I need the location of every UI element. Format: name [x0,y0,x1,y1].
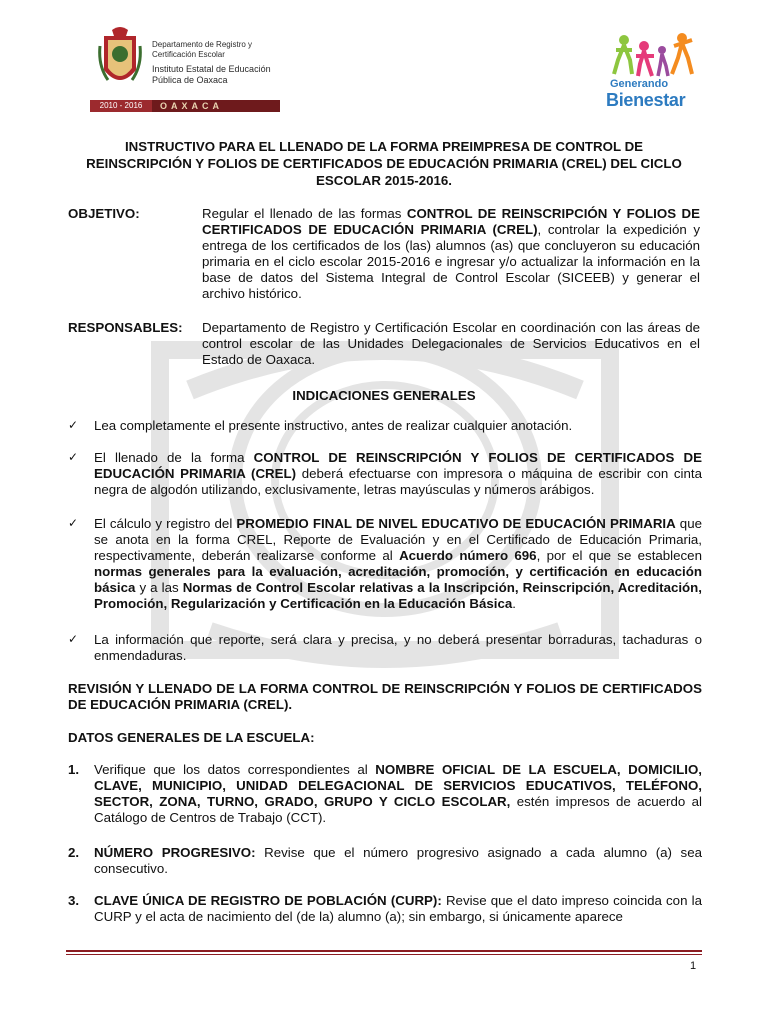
people-figures-icon [600,30,710,80]
item-2-text: NÚMERO PROGRESIVO: Revise que el número progresivo asignado a cada alumno (a) sea consecutivo. [94,845,702,876]
datos-heading: DATOS GENERALES DE LA ESCUELA: [68,730,315,745]
dept-name-line2: Certificación Escolar [152,50,225,59]
bullet-3: El cálculo y registro del PROMEDIO FINAL DE NIVEL EDUCATIVO DE EDUCACIÓN PRIMARIA que se anota en la forma CREL, Reporte de Evaluación y en el Certificado de Educación Primaria, respectivamente, deberán realizarse conforme al Acuerdo número 696, por el que se establecen normas generales para la evaluación, acreditación, promoción, y certificación en educación básica y a las Normas de Control Escolar relativas a la Inscripción, Reinscripción, Acreditación, Promoción, Regularización y Certificación en la Educación Básica. [94,516,702,611]
revision-heading: REVISIÓN Y LLENADO DE LA FORMA CONTROL DE REINSCRIPCIÓN Y FOLIOS DE CERTIFICADOS DE EDUCACIÓN PRIMARIA (CREL). [68,681,702,712]
indicaciones-heading: INDICACIONES GENERALES [292,388,476,403]
responsables-label: RESPONSABLES: [68,320,183,335]
years-label: 2010 - 2016 [90,100,152,112]
check-icon: ✓ [68,418,79,432]
item-3-number: 3. [68,893,80,908]
institute-name-line1: Instituto Estatal de Educación [152,64,271,74]
title-line2: REINSCRIPCIÓN Y FOLIOS DE CERTIFICADOS DE EDUCACIÓN PRIMARIA (CREL) DEL CICLO [86,156,682,171]
check-icon: ✓ [68,516,79,530]
objetivo-text: Regular el llenado de las formas CONTROL DE REINSCRIPCIÓN Y FOLIOS DE CERTIFICADOS DE EDUCACIÓN PRIMARIA (CREL), controlar la expedición y entrega de los certificados de los (las) alumnos (as) que concluyeron su educación primaria en el ciclo escolar 2015-2016 e ingresar y/o actualizar la información en la base de datos del Sistema Integral de Control Escolar (SICEEB) y generar el archivo histórico. [202,206,700,301]
footer-rule [66,950,702,952]
check-icon: ✓ [68,450,79,464]
dept-name-line1: Departamento de Registro y [152,40,253,49]
title-line1: INSTRUCTIVO PARA EL LLENADO DE LA FORMA PREIMPRESA DE CONTROL DE [124,139,644,154]
bullet-1: Lea completamente el presente instructivo, antes de realizar cualquier anotación. [94,418,573,433]
objetivo-label: OBJETIVO: [68,206,140,221]
state-label: OAXACA [160,101,224,111]
item-2-number: 2. [68,845,80,860]
watermark-seal [150,330,620,670]
brand-line1: Generando [610,78,669,90]
item-3-text: CLAVE ÚNICA DE REGISTRO DE POBLACIÓN (CURP): Revise que el dato impreso coincida con la CURP y el acta de nacimiento del (de la) alumno (a); sin embargo, si únicamente aparece [94,893,702,924]
institution-logo [90,26,280,114]
document-title [64,138,704,189]
responsables-text: Departamento de Registro y Certificación Escolar en coordinación con las áreas de control escolar de las Unidades Delegacionales de Servicios Educativos en el Estado de Oaxaca. [202,320,700,367]
year-bar [90,100,280,112]
oaxaca-crest-icon [98,26,142,96]
page-number: 1 [690,960,697,972]
brand-line2: Bienestar [606,90,686,110]
institute-name-line2: Pública de Oaxaca [152,75,228,85]
footer-rule-thin [66,954,702,955]
item-1-number: 1. [68,762,80,777]
title-line3: ESCOLAR 2015-2016. [316,173,452,188]
check-icon: ✓ [68,632,79,646]
generando-bienestar-logo [600,30,710,120]
bullet-4: La información que reporte, será clara y precisa, y no deberá presentar borraduras, tachaduras o enmendaduras. [94,632,702,663]
bullet-2: El llenado de la forma CONTROL DE REINSCRIPCIÓN Y FOLIOS DE CERTIFICADOS DE EDUCACIÓN PRIMARIA (CREL) deberá efectuarse con impresora o máquina de escribir con cinta negra de algodón utilizando, exclusivamente, letras mayúsculas y números arábigos. [94,450,703,497]
item-1-text: Verifique que los datos correspondientes al NOMBRE OFICIAL DE LA ESCUELA, DOMICILIO, CLAVE, MUNICIPIO, UNIDAD DELEGACIONAL DE SERVICIOS EDUCATIVOS, TELÉFONO, SECTOR, ZONA, TURNO, GRADO, GRUPO Y CICLO ESCOLAR, estén impresos de acuerdo al Catálogo de Centros de Trabajo (CCT). [94,762,703,825]
